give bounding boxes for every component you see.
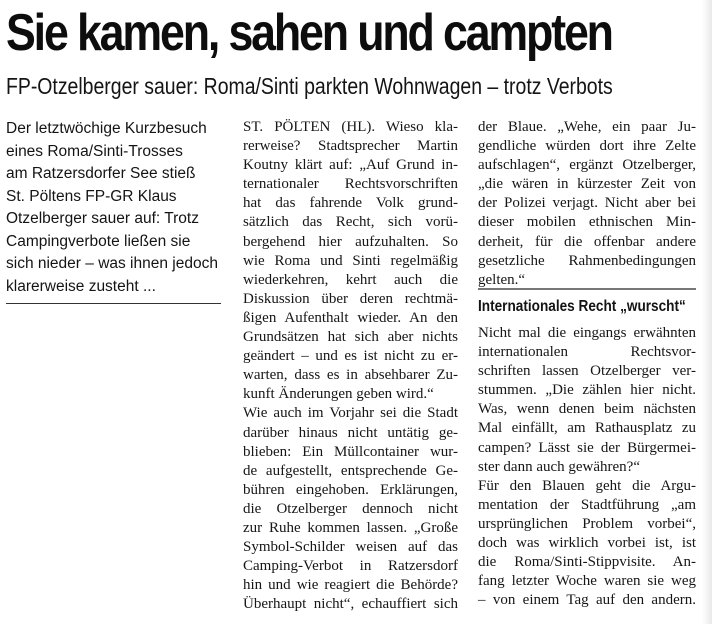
body-line: fang letzter Woche waren sie weg (478, 573, 696, 590)
article-column-3-bottom (478, 324, 696, 610)
body-line: de aufgestellt, entsprechende Ge- (243, 462, 458, 479)
body-line: campen? Lässt sie der Bürgermei- (478, 439, 696, 456)
body-line: gesetzliche Rahmenbedingungen (478, 252, 696, 269)
lead-line: Campingverbote ließen sie (6, 232, 191, 250)
body-line: zur Ruhe kommen lassen. „Große (243, 519, 458, 536)
body-line: sätzlich das Recht, sich vorü- (243, 214, 458, 231)
body-line: ST. PÖLTEN (HL). Wieso kla- (243, 119, 458, 135)
body-line: kunft Änderungen geben wird.“ (243, 386, 434, 403)
lead-line: Otzelberger sauer auf: Trotz (6, 210, 199, 227)
body-line: dieser mobilen ethnischen Min- (478, 214, 696, 231)
body-line: gendliche würden dort ihre Zelte (478, 138, 696, 155)
body-line: rerweise? Stadtsprecher Martin (243, 138, 458, 155)
lead-line: klarerweise zusteht ... (6, 277, 156, 295)
page-edge-shadow (702, 0, 712, 624)
body-line: blieben: Ein Müllcontainer wur- (243, 443, 458, 460)
lead-line: sich nieder – was ihnen jedoch (6, 255, 218, 272)
headline: Sie kamen, sahen und campten (6, 4, 612, 62)
body-line: warten, dass es in absehbarer Zu- (243, 367, 458, 384)
lead-line: Der letztwöchige Kurzbesuch (6, 120, 207, 137)
body-line: doch was wirklich vorbei ist, ist (478, 535, 696, 552)
body-line: wiederkehren, kehrt auch die (243, 271, 458, 288)
body-line: bühren eingehoben. Erklärungen, (243, 481, 458, 498)
body-line: ster dann auch gewähren?“ (478, 458, 640, 475)
body-line: hin und wie reagiert die Behörde? (243, 577, 458, 594)
lead-line: St. Pöltens FP-GR Klaus (6, 187, 177, 205)
body-line: Was, wenn denen beim nächsten (478, 401, 696, 418)
body-line: stummen. „Die zählen hier nicht. (478, 382, 696, 399)
lead-line: am Ratzersdorfer See stieß (6, 165, 196, 182)
body-line: der Polizei verjagt. Nicht aber bei (478, 195, 696, 212)
body-line: ßigen Aufenthalt wieder. An den (243, 309, 458, 326)
article-column-2 (243, 118, 458, 614)
body-line: ursprünglichen Problem vorbei“, (478, 515, 696, 532)
body-line: der Blaue. „Wehe, ein paar Ju- (478, 119, 696, 135)
body-line: Diskussion über deren rechtmä- (243, 290, 458, 307)
body-line: darüber hinaus nicht untätig ge- (243, 424, 458, 441)
body-line: „die wären in kürzester Zeit von (478, 176, 696, 193)
body-line: Mal einfällt, am Rathausplatz zu (478, 420, 696, 437)
body-line: die Roma/Sinti-Stippvisite. An- (478, 554, 696, 571)
body-line: geändert – und es ist nicht zu er- (243, 348, 458, 365)
subheadline: FP-Otzelberger sauer: Roma/Sinti parkten Wohnwagen – trotz Verbots (6, 73, 613, 99)
body-line: die Otzelberger dennoch nicht (243, 500, 458, 517)
body-line: Nicht mal die eingangs erwähnten (478, 325, 696, 341)
body-line: ternationaler Rechtsvorschriften (243, 176, 458, 193)
lead-divider (6, 303, 221, 304)
body-line: Überhaupt nicht“, echauffiert sich (243, 596, 458, 613)
article-column-3-top (478, 118, 696, 290)
body-line: Wie auch im Vorjahr sei die Stadt (243, 405, 458, 422)
body-line: schriften lassen Otzelberger ver- (478, 363, 696, 380)
body-line: Camping-Verbot in Ratzersdorf (243, 558, 458, 575)
section-heading: Internationales Recht „wurscht“ (478, 298, 686, 315)
body-line: internationalen Rechtsvor- (478, 344, 696, 361)
body-line: mentation der Stadtführung „am (478, 496, 696, 513)
body-line: derheit, für die offenbar andere (478, 233, 696, 250)
body-line: Symbol-Schilder weisen auf das (243, 539, 458, 556)
lead-paragraph (6, 118, 231, 298)
body-line: aufschlagen“, ergänzt Otzelberger, (478, 157, 696, 174)
lead-line: eines Roma/Sinti-Trosses (6, 142, 183, 160)
body-line: gelten.“ (478, 271, 526, 288)
body-line: hat das fahrende Volk grund- (243, 195, 458, 212)
section-divider (478, 288, 696, 290)
body-line: wie Roma und Sinti regelmäßig (243, 252, 458, 269)
body-line: bergehend hier aufzuhalten. So (243, 233, 458, 250)
body-line: Für den Blauen geht die Argu- (478, 477, 696, 494)
body-line: – von einem Tag auf den andern. (478, 592, 696, 609)
body-line: Grundsätzen hat sich aber nichts (243, 329, 458, 346)
body-line: Koutny klärt auf: „Auf Grund in- (243, 157, 458, 174)
